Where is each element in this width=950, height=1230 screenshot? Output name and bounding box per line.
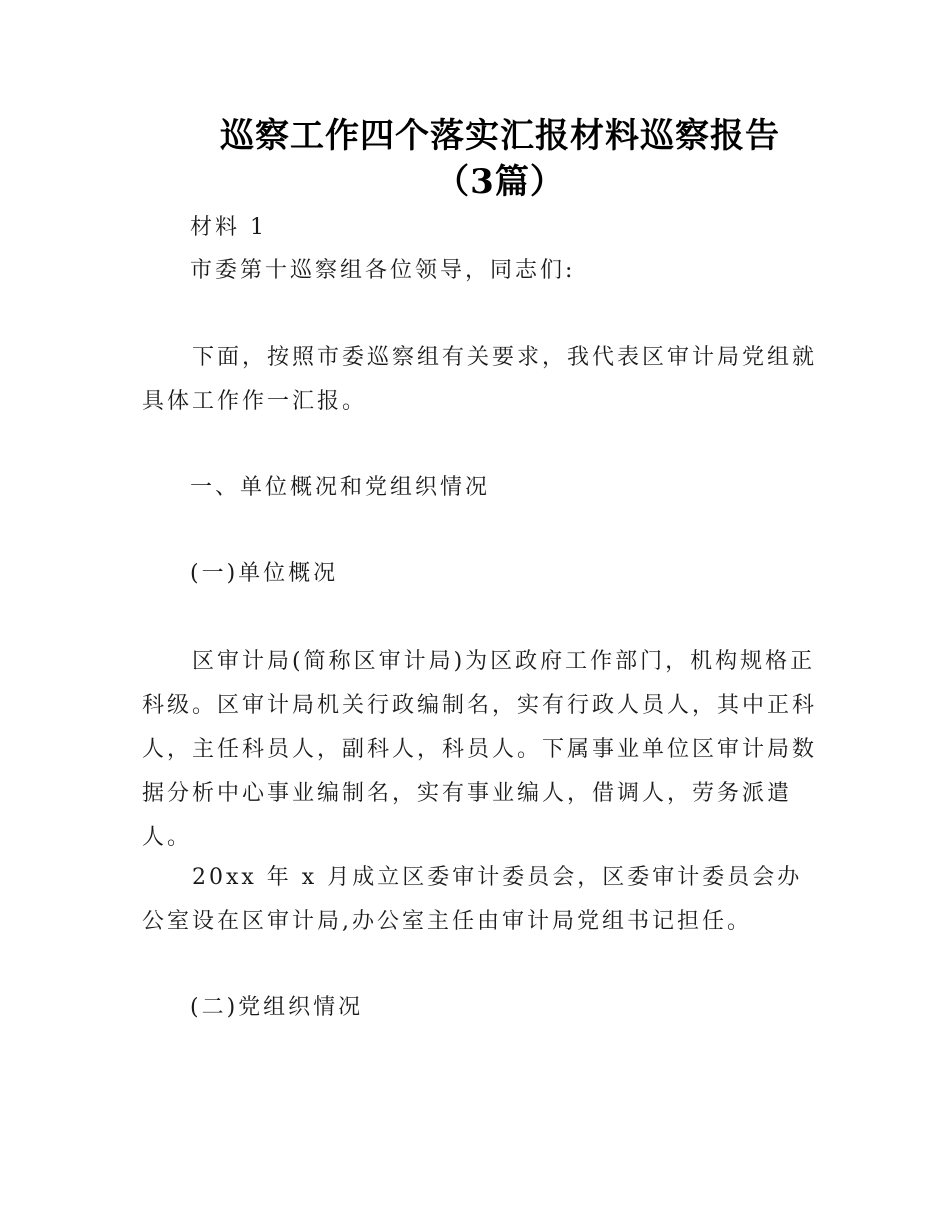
section-heading: 一、单位概况和党组织情况	[190, 475, 491, 500]
subsection-heading: (一)单位概况	[190, 561, 339, 586]
body-paragraph: 区审计局(简称区审计局)为区政府工作部门，机构规格正科级。区审计局机关行政编制名，实有行政人员人，其中正科人，主任科员人，副科人，科员人。下属事业单位区审计局数据分析中心事业编制名，实有事业编人，借调人，劳务派遣人。	[142, 649, 818, 850]
material-label: 材料 1	[190, 215, 267, 240]
document-title-count: （3篇）	[435, 162, 565, 202]
subsection-heading: (二)党组织情况	[190, 995, 364, 1020]
greeting: 市委第十巡察组各位领导，同志们:	[190, 258, 576, 283]
document-title: 巡察工作四个落实汇报材料巡察报告	[220, 116, 780, 156]
body-paragraph: 20xx 年 x 月成立区委审计委员会，区委审计委员会办公室设在区审计局,办公室主任由审计局党组书记担任。	[142, 865, 803, 934]
intro-paragraph: 下面，按照市委巡察组有关要求，我代表区审计局党组就具体工作作一汇报。	[142, 345, 818, 414]
